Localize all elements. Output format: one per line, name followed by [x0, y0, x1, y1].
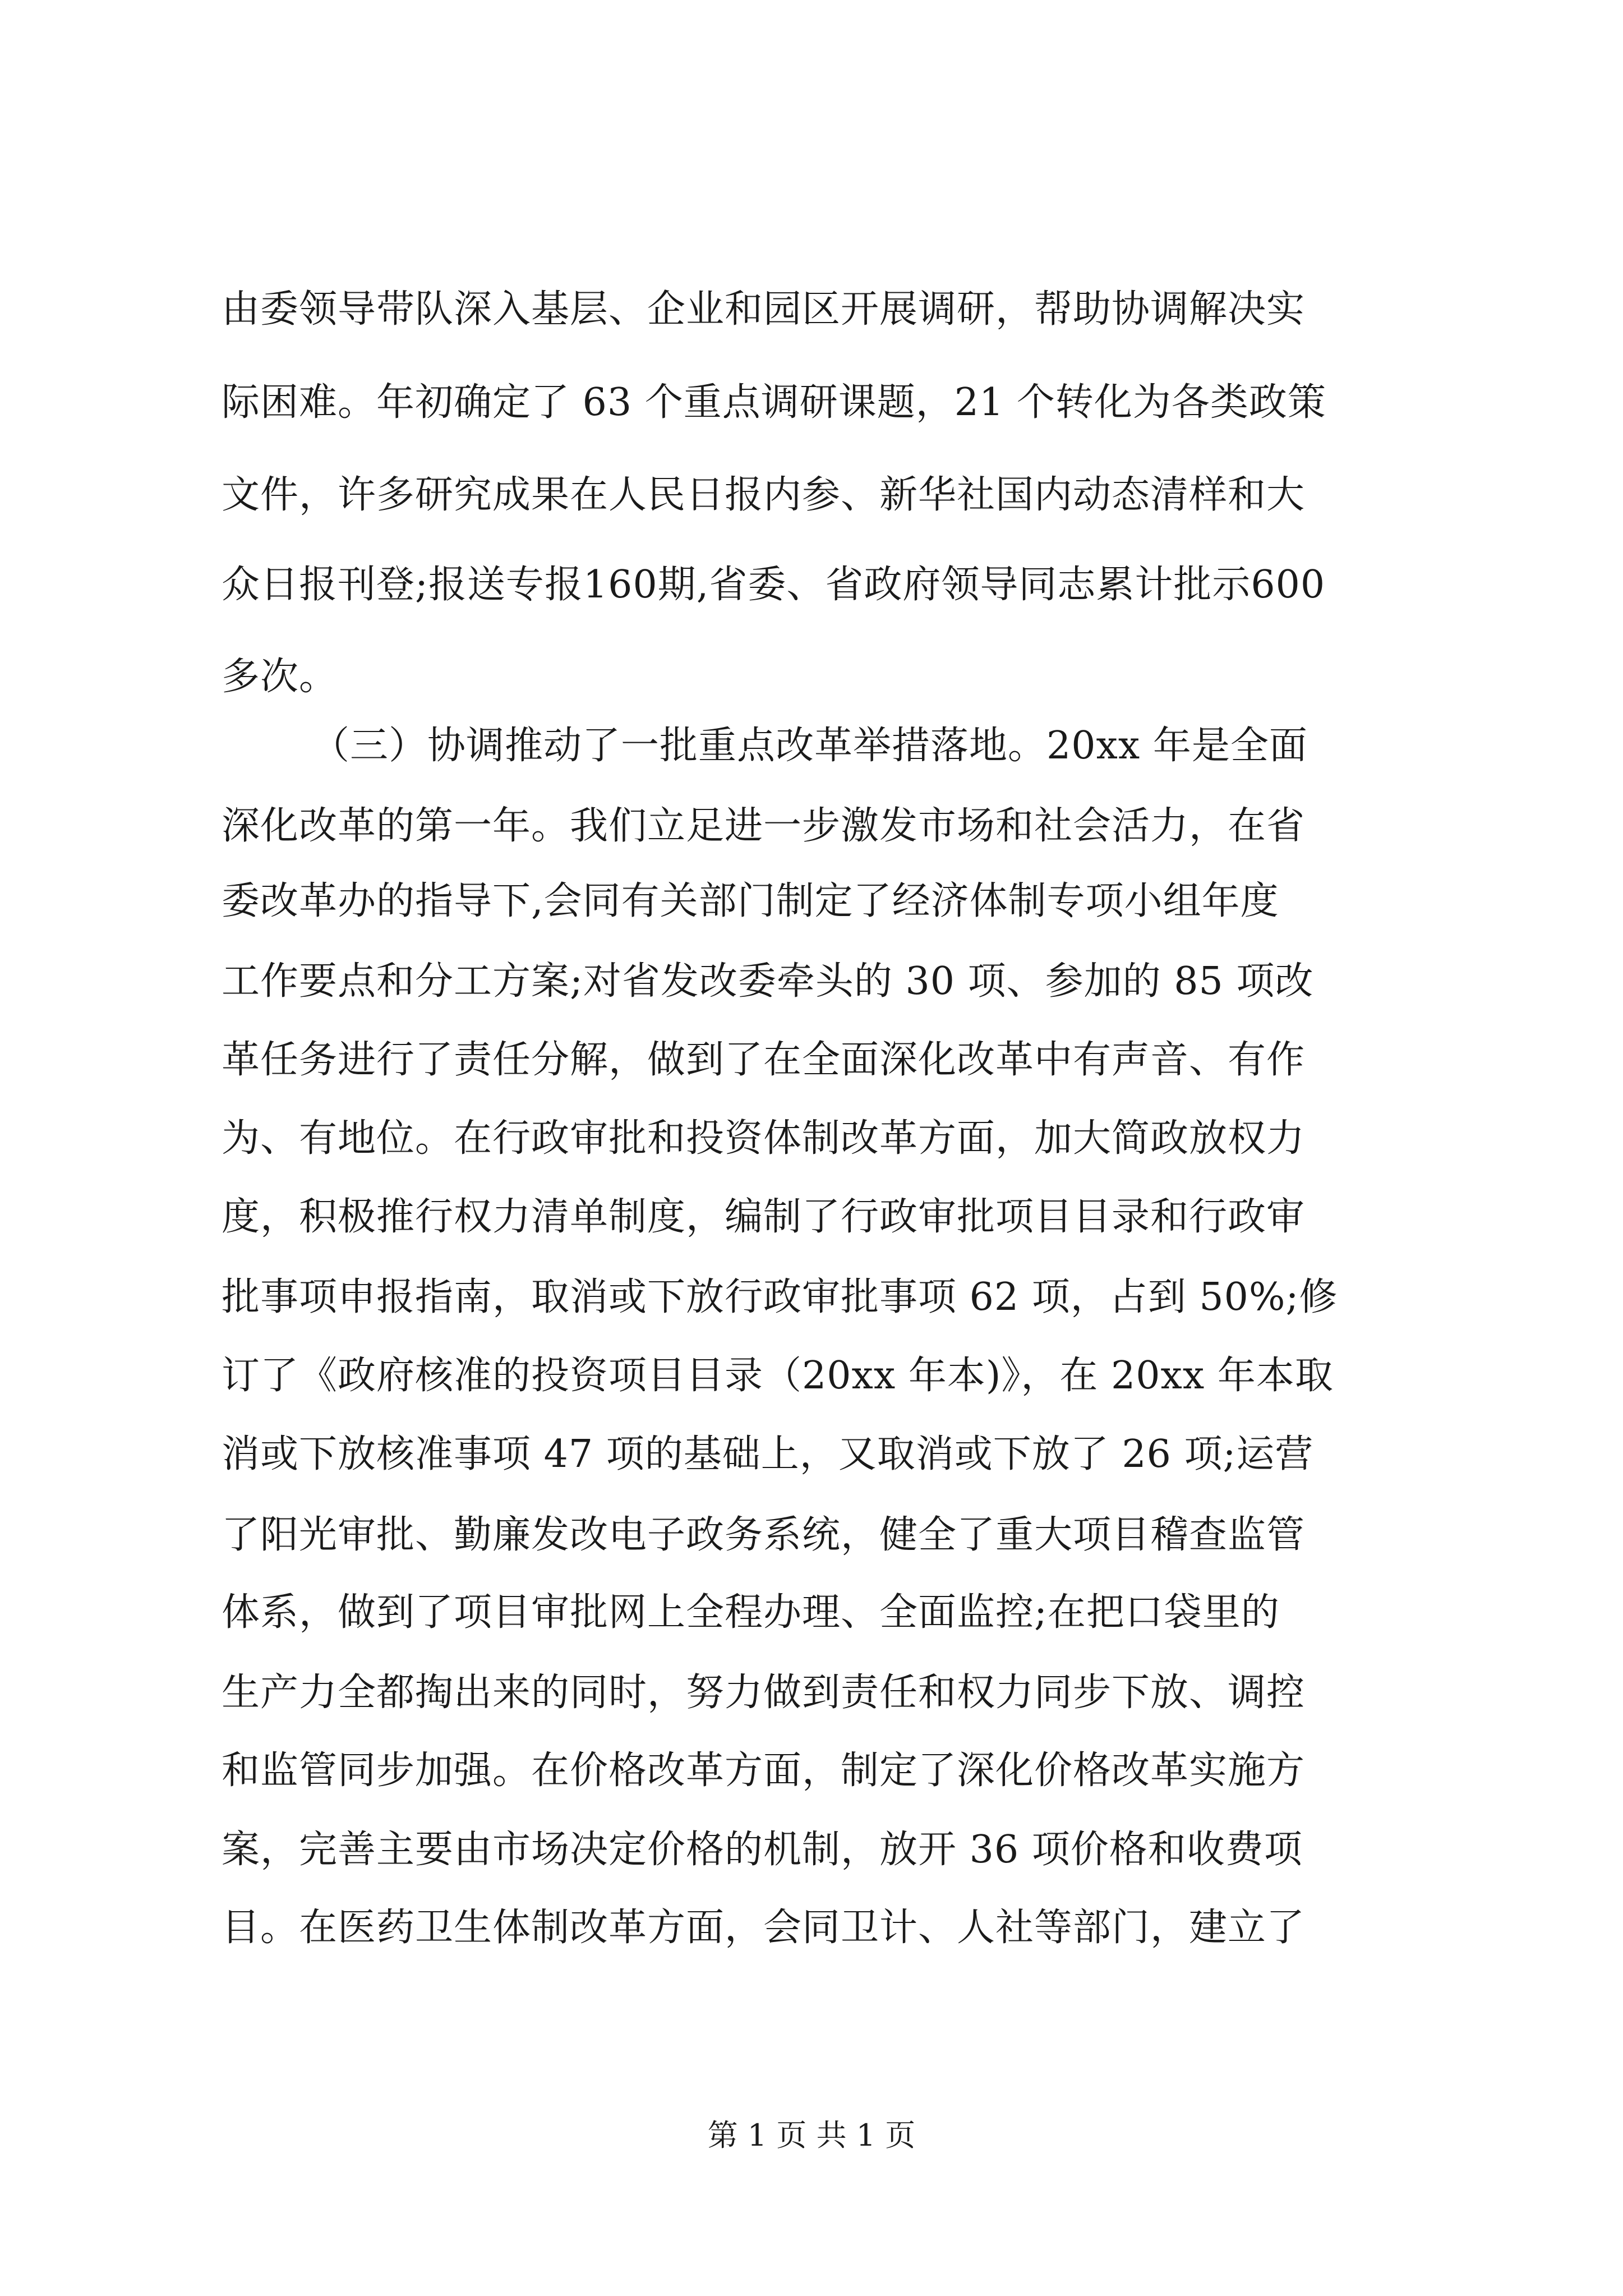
text-line: 消或下放核准事项 47 项的基础上，又取消或下放了 26 项;运营 [222, 1432, 1314, 1476]
text-line: 革任务进行了责任分解，做到了在全面深化改革中有声音、有作 [222, 1038, 1306, 1082]
text-line: 为、有地位。在行政审批和投资体制改革方面，加大简政放权力 [222, 1116, 1306, 1161]
text-line: 体系，做到了项目审批网上全程办理、全面监控;在把口袋里的 [222, 1590, 1280, 1635]
text-line: 众日报刊登;报送专报160期,省委、省政府领导同志累计批示600 [222, 563, 1326, 607]
text-line: 工作要点和分工方案;对省发改委牵头的 30 项、参加的 85 项改 [222, 959, 1314, 1004]
text-line: 际困难。年初确定了 63 个重点调研课题，21 个转化为各类政策 [222, 380, 1326, 425]
text-line: 批事项申报指南，取消或下放行政审批事项 62 项，占到 50%;修 [222, 1275, 1338, 1319]
text-line: 多次。 [222, 655, 338, 699]
text-line: 生产力全都掏出来的同时，努力做到责任和权力同步下放、调控 [222, 1671, 1306, 1715]
text-line: 委改革办的指导下,会同有关部门制定了经济体制专项小组年度 [222, 879, 1279, 923]
text-line: 订了《政府核准的投资项目目录（20xx 年本)》，在 20xx 年本取 [222, 1354, 1334, 1398]
text-line: 和监管同步加强。在价格改革方面，制定了深化价格改革实施方 [222, 1749, 1306, 1793]
page-number-footer: 第 1 页 共 1 页 [707, 2118, 916, 2153]
text-line: 度，积极推行权力清单制度，编制了行政审批项目目录和行政审 [222, 1195, 1306, 1239]
text-line: 文件，许多研究成果在人民日报内参、新华社国内动态清样和大 [222, 473, 1306, 517]
text-line: 目。在医药卫生体制改革方面，会同卫计、人社等部门，建立了 [222, 1906, 1306, 1950]
text-line: 案，完善主要由市场决定价格的机制，放开 36 项价格和收费项 [222, 1828, 1303, 1872]
text-line: 了阳光审批、勤廉发改电子政务系统，健全了重大项目稽查监管 [222, 1513, 1306, 1557]
text-line-indent: （三）协调推动了一批重点改革举措落地。20xx 年是全面 [311, 724, 1308, 768]
text-line: 由委领导带队深入基层、企业和园区开展调研，帮助协调解决实 [222, 287, 1306, 332]
text-line: 深化改革的第一年。我们立足进一步激发市场和社会活力，在省 [222, 804, 1306, 848]
